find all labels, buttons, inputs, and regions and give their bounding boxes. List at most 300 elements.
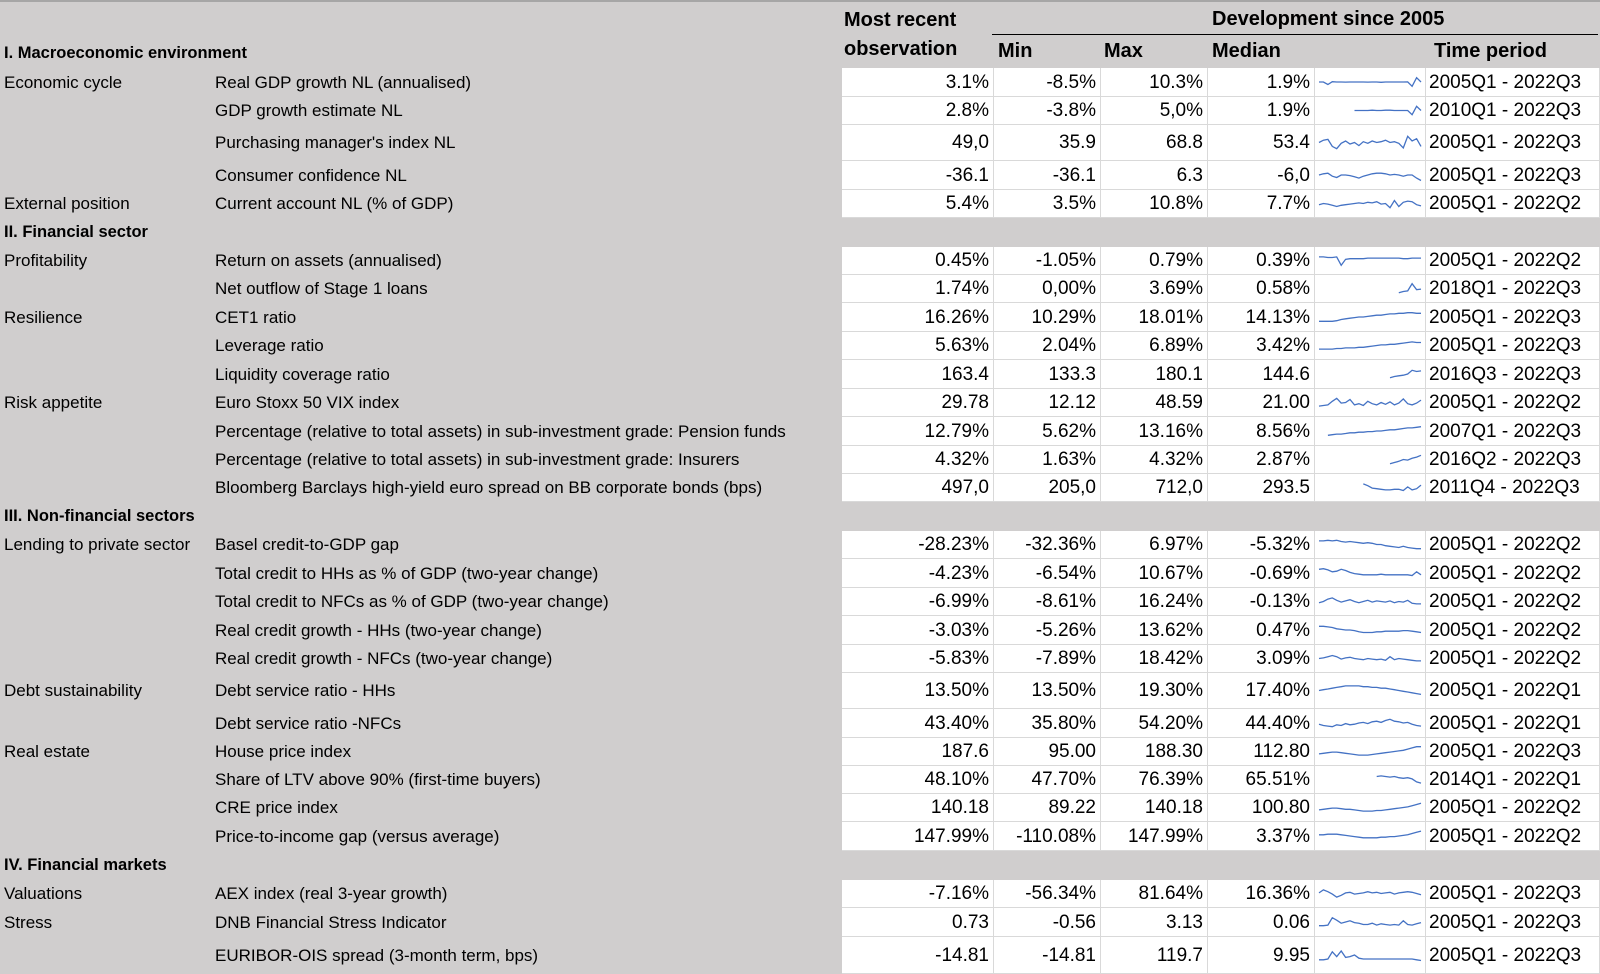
table-row	[0, 161, 1600, 190]
sparkline-chart	[1315, 645, 1425, 672]
sparkline-line	[1319, 831, 1421, 838]
max-value: 6.89%	[1101, 332, 1208, 360]
median-value: 65.51%	[1208, 766, 1315, 794]
category-label: External position	[4, 194, 130, 213]
sparkline-chart	[1315, 417, 1425, 445]
min-value: 35.9	[994, 125, 1101, 161]
median-value: 9.95	[1208, 937, 1315, 974]
median-value: -5.32%	[1208, 531, 1315, 559]
sparkline-cell	[1315, 332, 1426, 360]
max-value: 13.62%	[1101, 616, 1208, 645]
sparkline-chart	[1315, 794, 1425, 821]
min-value: -32.36%	[994, 531, 1101, 559]
sparkline-cell	[1315, 275, 1426, 303]
recent-value: -7.16%	[842, 880, 994, 908]
indicator-label: Real credit growth - NFCs (two-year change)	[215, 649, 553, 668]
table-row	[0, 937, 1600, 974]
sparkline-chart	[1315, 446, 1425, 473]
median-value: 144.6	[1208, 360, 1315, 389]
sparkline-chart	[1315, 68, 1425, 96]
sparkline-line	[1319, 78, 1421, 87]
median-value: 2.87%	[1208, 446, 1315, 474]
period-value: 2005Q1 - 2022Q3	[1426, 161, 1600, 190]
recent-value: 1.74%	[842, 275, 994, 303]
period-value: 2005Q1 - 2022Q3	[1426, 908, 1600, 937]
median-value: -6,0	[1208, 161, 1315, 190]
indicator-label: Real credit growth - HHs (two-year change)	[215, 621, 542, 640]
min-value: 47.70%	[994, 766, 1101, 794]
sparkline-line	[1319, 951, 1421, 961]
median-value: 17.40%	[1208, 673, 1315, 709]
sparkline-line	[1355, 106, 1422, 114]
min-value: -8.61%	[994, 588, 1101, 616]
indicator-label: DNB Financial Stress Indicator	[215, 913, 447, 932]
sparkline-cell	[1315, 125, 1426, 161]
table-row	[0, 531, 1600, 559]
period-value: 2005Q1 - 2022Q2	[1426, 588, 1600, 616]
period-value: 2005Q1 - 2022Q2	[1426, 616, 1600, 645]
max-value: 13.16%	[1101, 417, 1208, 446]
section-title: IV. Financial markets	[4, 856, 167, 874]
header-most-recent-line1: Most recent	[844, 9, 957, 31]
sparkline-line	[1319, 136, 1421, 148]
header-median: Median	[1212, 40, 1281, 62]
sparkline-line	[1319, 890, 1421, 897]
min-value: 133.3	[994, 360, 1101, 389]
period-value: 2005Q1 - 2022Q2	[1426, 559, 1600, 588]
sparkline-chart	[1315, 275, 1425, 302]
median-value: 0.47%	[1208, 616, 1315, 645]
min-value: -0.56	[994, 908, 1101, 937]
min-value: 5.62%	[994, 417, 1101, 446]
sparkline-cell	[1315, 161, 1426, 190]
section-row	[0, 851, 1600, 880]
recent-value: 3.1%	[842, 68, 994, 97]
section-title: III. Non-financial sectors	[4, 507, 195, 525]
sparkline-chart	[1315, 125, 1425, 160]
header-max: Max	[1104, 40, 1143, 62]
median-value: 7.7%	[1208, 190, 1315, 218]
recent-value: 48.10%	[842, 766, 994, 794]
sparkline-cell	[1315, 616, 1426, 645]
sparkline-chart	[1315, 908, 1425, 936]
indicator-label: CET1 ratio	[215, 308, 297, 327]
max-value: 140.18	[1101, 794, 1208, 822]
median-value: 0.58%	[1208, 275, 1315, 303]
min-value: 1.63%	[994, 446, 1101, 474]
median-value: 53.4	[1208, 125, 1315, 161]
median-value: 16.36%	[1208, 880, 1315, 908]
sparkline-line	[1319, 747, 1421, 755]
sparkline-chart	[1315, 190, 1425, 217]
section-row	[0, 218, 1600, 247]
period-value: 2005Q1 - 2022Q3	[1426, 880, 1600, 908]
median-value: 3.42%	[1208, 332, 1315, 360]
recent-value: 43.40%	[842, 709, 994, 738]
max-value: 3.69%	[1101, 275, 1208, 303]
sparkline-cell	[1315, 559, 1426, 588]
category-label: Economic cycle	[4, 73, 123, 92]
max-value: 10.67%	[1101, 559, 1208, 588]
sparkline-line	[1319, 626, 1421, 632]
period-value: 2005Q1 - 2022Q2	[1426, 794, 1600, 822]
recent-value: -36.1	[842, 161, 994, 190]
sparkline-cell	[1315, 588, 1426, 616]
sparkline-chart	[1315, 161, 1425, 189]
sparkline-line	[1390, 455, 1421, 463]
max-value: 18.01%	[1101, 303, 1208, 332]
sparkline-cell	[1315, 360, 1426, 389]
recent-value: 29.78	[842, 389, 994, 417]
sparkline-line	[1319, 803, 1421, 811]
table-row	[0, 474, 1600, 502]
period-value: 2005Q1 - 2022Q1	[1426, 673, 1600, 709]
indicator-label: Bloomberg Barclays high-yield euro spread on BB corporate bonds (bps)	[215, 478, 763, 497]
table-row	[0, 673, 1600, 709]
header-most-recent-line2: observation	[844, 38, 958, 60]
indicator-label: House price index	[215, 742, 352, 761]
indicator-label: Total credit to HHs as % of GDP (two-year change)	[215, 564, 599, 583]
min-value: 35.80%	[994, 709, 1101, 738]
indicator-label: Euro Stoxx 50 VIX index	[215, 393, 400, 412]
header-min: Min	[998, 40, 1033, 62]
sparkline-cell	[1315, 766, 1426, 794]
median-value: 1.9%	[1208, 97, 1315, 125]
median-value: -0.13%	[1208, 588, 1315, 616]
recent-value: 140.18	[842, 794, 994, 822]
sparkline-line	[1377, 776, 1421, 783]
min-value: 0,00%	[994, 275, 1101, 303]
period-value: 2005Q1 - 2022Q2	[1426, 389, 1600, 417]
sparkline-line	[1319, 201, 1421, 208]
sparkline-cell	[1315, 446, 1426, 474]
sparkline-chart	[1315, 616, 1425, 644]
sparkline-line	[1319, 398, 1421, 406]
recent-value: 49,0	[842, 125, 994, 161]
sparkline-cell	[1315, 247, 1426, 275]
median-value: 21.00	[1208, 389, 1315, 417]
sparkline-line	[1319, 540, 1421, 548]
sparkline-chart	[1315, 880, 1425, 907]
table-row	[0, 588, 1600, 616]
max-value: 0.79%	[1101, 247, 1208, 275]
period-value: 2005Q1 - 2022Q1	[1426, 709, 1600, 738]
table-row	[0, 125, 1600, 161]
section-row	[0, 39, 1600, 68]
min-value: -6.54%	[994, 559, 1101, 588]
table-row	[0, 709, 1600, 738]
max-value: 19.30%	[1101, 673, 1208, 709]
sparkline-chart	[1315, 673, 1425, 708]
period-value: 2005Q1 - 2022Q3	[1426, 68, 1600, 97]
sparkline-cell	[1315, 531, 1426, 559]
sparkline-chart	[1315, 474, 1425, 501]
recent-value: 2.8%	[842, 97, 994, 125]
category-label: Profitability	[4, 251, 88, 270]
median-value: 293.5	[1208, 474, 1315, 502]
sparkline-cell	[1315, 474, 1426, 502]
period-value: 2011Q4 - 2022Q3	[1426, 474, 1600, 502]
sparkline-chart	[1315, 360, 1425, 388]
table-row	[0, 880, 1600, 908]
min-value: -7.89%	[994, 645, 1101, 673]
recent-value: -3.03%	[842, 616, 994, 645]
max-value: 119.7	[1101, 937, 1208, 974]
sparkline-chart	[1315, 531, 1425, 558]
min-value: -110.08%	[994, 822, 1101, 851]
sparkline-cell	[1315, 97, 1426, 125]
table-row	[0, 247, 1600, 275]
table-row	[0, 97, 1600, 125]
indicator-label: Consumer confidence NL	[215, 166, 407, 185]
table-row	[0, 559, 1600, 588]
recent-value: 0.45%	[842, 247, 994, 275]
indicator-label: Purchasing manager's index NL	[215, 133, 456, 152]
min-value: -36.1	[994, 161, 1101, 190]
indicator-label: Real GDP growth NL (annualised)	[215, 73, 472, 92]
max-value: 6.97%	[1101, 531, 1208, 559]
sparkline-chart	[1315, 937, 1425, 973]
recent-value: -6.99%	[842, 588, 994, 616]
period-value: 2016Q2 - 2022Q3	[1426, 446, 1600, 474]
period-value: 2005Q1 - 2022Q3	[1426, 303, 1600, 332]
sparkline-line	[1319, 342, 1421, 349]
median-value: 8.56%	[1208, 417, 1315, 446]
sparkline-chart	[1315, 709, 1425, 737]
median-value: 0.39%	[1208, 247, 1315, 275]
recent-value: -4.23%	[842, 559, 994, 588]
sparkline-line	[1319, 598, 1421, 604]
max-value: 10.3%	[1101, 68, 1208, 97]
sparkline-chart	[1315, 332, 1425, 359]
median-value: 44.40%	[1208, 709, 1315, 738]
period-value: 2010Q1 - 2022Q3	[1426, 97, 1600, 125]
category-label: Valuations	[4, 884, 83, 903]
recent-value: 12.79%	[842, 417, 994, 446]
table-row	[0, 190, 1600, 218]
category-label: Resilience	[4, 308, 83, 327]
sparkline-chart	[1315, 738, 1425, 765]
min-value: -8.5%	[994, 68, 1101, 97]
table-row	[0, 616, 1600, 645]
max-value: 16.24%	[1101, 588, 1208, 616]
sparkline-chart	[1315, 303, 1425, 331]
category-label: Stress	[4, 913, 53, 932]
recent-value: 5.4%	[842, 190, 994, 218]
section-title: II. Financial sector	[4, 223, 148, 241]
indicator-label: Debt service ratio -NFCs	[215, 714, 402, 733]
recent-value: -14.81	[842, 937, 994, 974]
sparkline-chart	[1315, 822, 1425, 850]
table-row	[0, 275, 1600, 303]
min-value: -3.8%	[994, 97, 1101, 125]
min-value: 13.50%	[994, 673, 1101, 709]
sparkline-cell	[1315, 303, 1426, 332]
indicator-label: Net outflow of Stage 1 loans	[215, 279, 428, 298]
sparkline-chart	[1315, 766, 1425, 793]
sparkline-line	[1319, 918, 1421, 926]
indicator-label: Price-to-income gap (versus average)	[215, 827, 500, 846]
period-value: 2018Q1 - 2022Q3	[1426, 275, 1600, 303]
sparkline-cell	[1315, 908, 1426, 937]
period-value: 2005Q1 - 2022Q3	[1426, 332, 1600, 360]
indicator-label: Return on assets (annualised)	[215, 251, 442, 270]
period-value: 2007Q1 - 2022Q3	[1426, 417, 1600, 446]
sparkline-cell	[1315, 937, 1426, 974]
median-value: 100.80	[1208, 794, 1315, 822]
sparkline-chart	[1315, 559, 1425, 587]
table-row	[0, 738, 1600, 766]
indicator-label: Percentage (relative to total assets) in sub-investment grade: Pension funds	[215, 422, 786, 441]
sparkline-cell	[1315, 794, 1426, 822]
max-value: 18.42%	[1101, 645, 1208, 673]
table-row	[0, 360, 1600, 389]
table-row	[0, 645, 1600, 673]
recent-value: -28.23%	[842, 531, 994, 559]
recent-value: 497,0	[842, 474, 994, 502]
table-row	[0, 446, 1600, 474]
max-value: 6.3	[1101, 161, 1208, 190]
recent-value: 5.63%	[842, 332, 994, 360]
sparkline-line	[1319, 656, 1421, 661]
period-value: 2005Q1 - 2022Q2	[1426, 531, 1600, 559]
max-value: 712,0	[1101, 474, 1208, 502]
table-row	[0, 68, 1600, 97]
indicator-label: Current account NL (% of GDP)	[215, 194, 454, 213]
header-time-period: Time period	[1434, 40, 1547, 62]
min-value: -5.26%	[994, 616, 1101, 645]
median-value: 0.06	[1208, 908, 1315, 937]
recent-value: 16.26%	[842, 303, 994, 332]
max-value: 5,0%	[1101, 97, 1208, 125]
max-value: 10.8%	[1101, 190, 1208, 218]
sparkline-line	[1319, 719, 1421, 726]
table-row	[0, 794, 1600, 822]
max-value: 180.1	[1101, 360, 1208, 389]
sparkline-chart	[1315, 247, 1425, 274]
period-value: 2005Q1 - 2022Q3	[1426, 738, 1600, 766]
sparkline-cell	[1315, 417, 1426, 446]
max-value: 48.59	[1101, 389, 1208, 417]
sparkline-cell	[1315, 68, 1426, 97]
sparkline-cell	[1315, 673, 1426, 709]
recent-value: 4.32%	[842, 446, 994, 474]
table-row	[0, 417, 1600, 446]
min-value: 12.12	[994, 389, 1101, 417]
indicator-label: AEX index (real 3-year growth)	[215, 884, 448, 903]
period-value: 2005Q1 - 2022Q3	[1426, 937, 1600, 974]
sparkline-line	[1319, 686, 1421, 695]
table-row	[0, 766, 1600, 794]
sparkline-cell	[1315, 190, 1426, 218]
sparkline-cell	[1315, 880, 1426, 908]
min-value: -14.81	[994, 937, 1101, 974]
max-value: 76.39%	[1101, 766, 1208, 794]
sparkline-line	[1319, 569, 1421, 576]
sparkline-chart	[1315, 97, 1425, 124]
period-value: 2005Q1 - 2022Q3	[1426, 125, 1600, 161]
sparkline-cell	[1315, 645, 1426, 673]
min-value: -1.05%	[994, 247, 1101, 275]
sparkline-cell	[1315, 738, 1426, 766]
median-value: 3.37%	[1208, 822, 1315, 851]
table-row	[0, 303, 1600, 332]
table-row	[0, 332, 1600, 360]
sparkline-line	[1390, 370, 1421, 377]
sparkline-cell	[1315, 709, 1426, 738]
min-value: -56.34%	[994, 880, 1101, 908]
min-value: 2.04%	[994, 332, 1101, 360]
sparkline-line	[1399, 284, 1421, 293]
recent-value: 13.50%	[842, 673, 994, 709]
min-value: 95.00	[994, 738, 1101, 766]
min-value: 3.5%	[994, 190, 1101, 218]
sparkline-chart	[1315, 588, 1425, 615]
median-value: 14.13%	[1208, 303, 1315, 332]
period-value: 2014Q1 - 2022Q1	[1426, 766, 1600, 794]
indicator-label: EURIBOR-OIS spread (3-month term, bps)	[215, 946, 539, 965]
median-value: -0.69%	[1208, 559, 1315, 588]
max-value: 4.32%	[1101, 446, 1208, 474]
sparkline-cell	[1315, 822, 1426, 851]
category-label: Debt sustainability	[4, 681, 142, 700]
sparkline-chart	[1315, 389, 1425, 416]
section-title: I. Macroeconomic environment	[4, 44, 247, 62]
period-value: 2005Q1 - 2022Q2	[1426, 247, 1600, 275]
category-label: Risk appetite	[4, 393, 103, 412]
period-value: 2005Q1 - 2022Q2	[1426, 645, 1600, 673]
max-value: 81.64%	[1101, 880, 1208, 908]
header-development: Development since 2005	[1212, 8, 1445, 30]
indicator-label: Share of LTV above 90% (first-time buyers)	[215, 770, 541, 789]
indicator-label: GDP growth estimate NL	[215, 101, 403, 120]
median-value: 1.9%	[1208, 68, 1315, 97]
min-value: 205,0	[994, 474, 1101, 502]
period-value: 2005Q1 - 2022Q2	[1426, 190, 1600, 218]
indicator-label: Debt service ratio - HHs	[215, 681, 396, 700]
indicator-label: Total credit to NFCs as % of GDP (two-year change)	[215, 592, 609, 611]
max-value: 188.30	[1101, 738, 1208, 766]
table-row	[0, 908, 1600, 937]
recent-value: 0.73	[842, 908, 994, 937]
median-value: 3.09%	[1208, 645, 1315, 673]
sparkline-line	[1363, 484, 1421, 491]
period-value: 2005Q1 - 2022Q2	[1426, 822, 1600, 851]
min-value: 89.22	[994, 794, 1101, 822]
max-value: 54.20%	[1101, 709, 1208, 738]
recent-value: 163.4	[842, 360, 994, 389]
table-row	[0, 822, 1600, 851]
period-value: 2016Q3 - 2022Q3	[1426, 360, 1600, 389]
indicator-label: Basel credit-to-GDP gap	[215, 535, 399, 554]
section-row	[0, 502, 1600, 531]
category-label: Lending to private sector	[4, 535, 191, 554]
indicator-label: CRE price index	[215, 798, 338, 817]
sparkline-line	[1319, 173, 1421, 180]
indicator-label: Leverage ratio	[215, 336, 324, 355]
max-value: 68.8	[1101, 125, 1208, 161]
category-label: Real estate	[4, 742, 90, 761]
max-value: 147.99%	[1101, 822, 1208, 851]
recent-value: -5.83%	[842, 645, 994, 673]
recent-value: 147.99%	[842, 822, 994, 851]
sparkline-line	[1319, 257, 1421, 265]
indicator-label: Percentage (relative to total assets) in sub-investment grade: Insurers	[215, 450, 740, 469]
recent-value: 187.6	[842, 738, 994, 766]
max-value: 3.13	[1101, 908, 1208, 937]
sparkline-line	[1319, 313, 1421, 322]
median-value: 112.80	[1208, 738, 1315, 766]
